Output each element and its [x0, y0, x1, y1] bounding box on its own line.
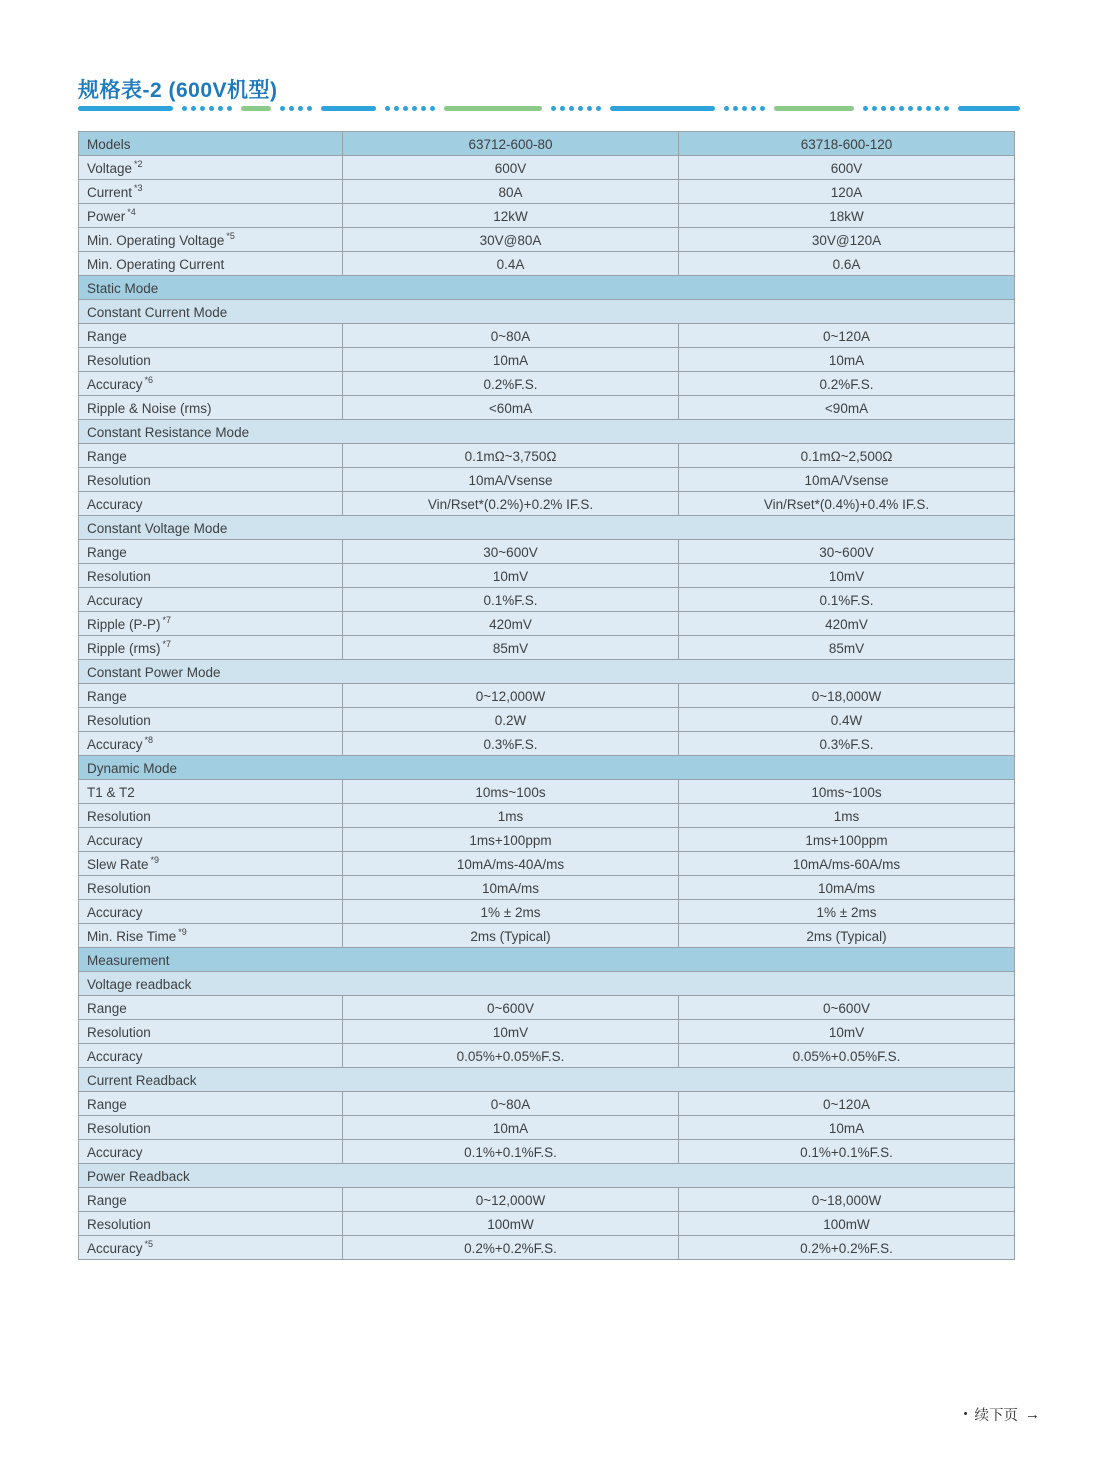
spec-row [79, 636, 1015, 660]
spec-label-cell [79, 708, 343, 732]
spec-label-cell [79, 1212, 343, 1236]
separator-dots [724, 106, 765, 111]
separator-bar [78, 106, 173, 111]
spec-label-cell [79, 564, 343, 588]
spec-value-cell: Vin/Rset*(0.4%)+0.4% IF.S. [679, 492, 1015, 516]
separator-dot [751, 106, 756, 111]
separator-dot [412, 106, 417, 111]
spec-value-cell: 10mV [343, 564, 679, 588]
separator-dot [724, 106, 729, 111]
spec-label-cell [79, 1236, 343, 1260]
spec-value-cell: 100mW [679, 1212, 1015, 1236]
spec-value-cell: <60mA [343, 396, 679, 420]
spec-value-cell: <90mA [679, 396, 1015, 420]
footer-note [964, 1404, 1040, 1425]
spec-label: Resolution [87, 568, 151, 584]
spec-value-cell: 0~18,000W [679, 684, 1015, 708]
spec-label-cell [79, 372, 343, 396]
table-header-row [79, 132, 1015, 156]
spec-row [79, 156, 1015, 180]
spec-label: Ripple & Noise (rms) [87, 400, 212, 416]
spec-label-cell [79, 852, 343, 876]
separator-dot [881, 106, 886, 111]
spec-value-cell: 30V@120A [679, 228, 1015, 252]
spec-value-cell: 1ms+100ppm [679, 828, 1015, 852]
spec-value-cell: 10mA/ms-40A/ms [343, 852, 679, 876]
spec-value-cell: 30~600V [343, 540, 679, 564]
spec-row [79, 564, 1015, 588]
spec-label-cell [79, 492, 343, 516]
section-header-row [79, 276, 1015, 300]
spec-label: Ripple (rms) [87, 640, 161, 656]
spec-label-cell [79, 156, 343, 180]
spec-value-cell: 1ms [679, 804, 1015, 828]
spec-value-cell: 2ms (Typical) [343, 924, 679, 948]
spec-value-cell: 0.2%F.S. [679, 372, 1015, 396]
page-title: 规格表-2 (600V机型) [78, 79, 278, 102]
spec-label: Voltage [87, 160, 133, 176]
spec-value-cell: 0~80A [343, 324, 679, 348]
separator-dot [587, 106, 592, 111]
spec-row [79, 372, 1015, 396]
separator-dot [596, 106, 601, 111]
spec-label: T1 & T2 [87, 784, 135, 800]
spec-value-cell: 63718-600-120 [679, 132, 1015, 156]
spec-label: Resolution [87, 472, 151, 488]
spec-value-cell: 10mV [679, 564, 1015, 588]
spec-row [79, 996, 1015, 1020]
separator-dot [385, 106, 390, 111]
spec-value-cell: 10ms~100s [679, 780, 1015, 804]
spec-label: Range [87, 544, 127, 560]
spec-label: Accuracy [87, 832, 143, 848]
spec-label-cell [79, 1116, 343, 1140]
spec-row [79, 1092, 1015, 1116]
separator-dot [307, 106, 312, 111]
separator-bar [241, 106, 271, 111]
separator-dot [421, 106, 426, 111]
spec-row [79, 900, 1015, 924]
spec-label-cell [79, 228, 343, 252]
spec-value-cell: 0~120A [679, 324, 1015, 348]
spec-label-cell [79, 684, 343, 708]
separator-dot [742, 106, 747, 111]
spec-value-cell: 10mV [343, 1020, 679, 1044]
section-title: Voltage readback [79, 972, 1015, 996]
spec-row [79, 348, 1015, 372]
section-title: Measurement [79, 948, 1015, 972]
footnote-marker: *6 [144, 375, 154, 385]
spec-label-cell [79, 468, 343, 492]
spec-value-cell: 0.3%F.S. [679, 732, 1015, 756]
separator-dot [218, 106, 223, 111]
footnote-marker: *7 [162, 615, 172, 625]
spec-row [79, 468, 1015, 492]
spec-label: Range [87, 1192, 127, 1208]
spec-value-cell: 420mV [343, 612, 679, 636]
spec-row [79, 204, 1015, 228]
separator-dot [200, 106, 205, 111]
spec-value-cell: 10mA/Vsense [679, 468, 1015, 492]
separator-dot [863, 106, 868, 111]
separator-dot [569, 106, 574, 111]
section-title: Constant Power Mode [79, 660, 1015, 684]
spec-label: Range [87, 1096, 127, 1112]
spec-value-cell: 10mA/ms-60A/ms [679, 852, 1015, 876]
spec-value-cell: 0.1%F.S. [679, 588, 1015, 612]
spec-label-cell [79, 1140, 343, 1164]
spec-label: Models [87, 136, 131, 152]
spec-value-cell: 18kW [679, 204, 1015, 228]
spec-row [79, 1116, 1015, 1140]
spec-label-cell [79, 348, 343, 372]
spec-value-cell: 0.1mΩ~3,750Ω [343, 444, 679, 468]
spec-row [79, 228, 1015, 252]
spec-label: Accuracy [87, 1048, 143, 1064]
spec-value-cell: 0~120A [679, 1092, 1015, 1116]
spec-value-cell: 1ms [343, 804, 679, 828]
spec-label-cell [79, 588, 343, 612]
separator-dot [551, 106, 556, 111]
separator-dot [578, 106, 583, 111]
spec-label: Slew Rate [87, 856, 149, 872]
spec-value-cell: Vin/Rset*(0.2%)+0.2% IF.S. [343, 492, 679, 516]
section-header-row [79, 516, 1015, 540]
spec-row [79, 252, 1015, 276]
spec-row [79, 780, 1015, 804]
section-title: Constant Resistance Mode [79, 420, 1015, 444]
separator-bar [958, 106, 1020, 111]
spec-value-cell: 85mV [679, 636, 1015, 660]
spec-label: Range [87, 688, 127, 704]
spec-value-cell: 0.2%+0.2%F.S. [343, 1236, 679, 1260]
separator-dot [944, 106, 949, 111]
footnote-marker: *9 [178, 927, 187, 937]
separator-dot [280, 106, 285, 111]
spec-value-cell: 100mW [343, 1212, 679, 1236]
separator-dot [289, 106, 294, 111]
spec-value-cell: 1ms+100ppm [343, 828, 679, 852]
spec-row [79, 876, 1015, 900]
separator-dot [394, 106, 399, 111]
spec-value-cell: 0~12,000W [343, 1188, 679, 1212]
spec-label: Min. Operating Current [87, 256, 225, 272]
spec-row [79, 1236, 1015, 1260]
spec-label: Resolution [87, 1120, 151, 1136]
spec-label: Resolution [87, 352, 151, 368]
spec-row [79, 396, 1015, 420]
spec-row [79, 612, 1015, 636]
footnote-marker: *5 [226, 231, 235, 241]
footnote-marker: *3 [134, 183, 143, 193]
spec-label-cell [79, 1092, 343, 1116]
spec-label: Accuracy [87, 1144, 143, 1160]
spec-row [79, 852, 1015, 876]
spec-label-cell [79, 804, 343, 828]
spec-value-cell: 12kW [343, 204, 679, 228]
spec-label: Accuracy [87, 904, 143, 920]
spec-label: Power [87, 208, 126, 224]
arrow-right-icon: → [1025, 1406, 1040, 1423]
spec-row [79, 708, 1015, 732]
spec-row [79, 1044, 1015, 1068]
spec-value-cell: 30~600V [679, 540, 1015, 564]
section-header-row [79, 972, 1015, 996]
spec-value-cell: 0.2%F.S. [343, 372, 679, 396]
separator-bar [610, 106, 715, 111]
spec-row [79, 180, 1015, 204]
separator-bar [444, 106, 542, 111]
spec-label: Range [87, 328, 127, 344]
spec-label-cell [79, 1188, 343, 1212]
spec-row [79, 804, 1015, 828]
spec-row [79, 684, 1015, 708]
separator-dots [863, 106, 949, 111]
separator-dot [298, 106, 303, 111]
spec-label: Current [87, 184, 133, 200]
spec-value-cell: 0.2%+0.2%F.S. [679, 1236, 1015, 1260]
spec-value-cell: 0~80A [343, 1092, 679, 1116]
spec-row [79, 324, 1015, 348]
spec-label: Resolution [87, 1024, 151, 1040]
spec-label: Accuracy [87, 1240, 143, 1256]
spec-value-cell: 10mA [679, 1116, 1015, 1140]
spec-row [79, 492, 1015, 516]
spec-label: Range [87, 1000, 127, 1016]
section-title: Constant Voltage Mode [79, 516, 1015, 540]
footnote-marker: *8 [144, 735, 154, 745]
separator-dot [872, 106, 877, 111]
section-header-row [79, 756, 1015, 780]
section-title: Dynamic Mode [79, 756, 1015, 780]
spec-row [79, 1188, 1015, 1212]
spec-label: Accuracy [87, 376, 143, 392]
separator-dot [926, 106, 931, 111]
spec-label-cell [79, 924, 343, 948]
spec-value-cell: 10mA [679, 348, 1015, 372]
separator-dot [403, 106, 408, 111]
spec-row [79, 1212, 1015, 1236]
section-header-row [79, 1068, 1015, 1092]
separator-dot [209, 106, 214, 111]
spec-value-cell: 0.6A [679, 252, 1015, 276]
spec-value-cell: 120A [679, 180, 1015, 204]
section-title: Constant Current Mode [79, 300, 1015, 324]
footnote-marker: *9 [150, 855, 160, 865]
section-title: Power Readback [79, 1164, 1015, 1188]
spec-label-cell [79, 132, 343, 156]
spec-table [78, 131, 1015, 1260]
spec-value-cell: 0.1%+0.1%F.S. [679, 1140, 1015, 1164]
section-header-row [79, 948, 1015, 972]
spec-value-cell: 0~600V [679, 996, 1015, 1020]
spec-value-cell: 80A [343, 180, 679, 204]
spec-label: Accuracy [87, 736, 143, 752]
spec-value-cell: 30V@80A [343, 228, 679, 252]
separator-dot [560, 106, 565, 111]
spec-label-cell [79, 252, 343, 276]
spec-label-cell [79, 324, 343, 348]
spec-value-cell: 600V [679, 156, 1015, 180]
spec-label: Ripple (P-P) [87, 616, 161, 632]
spec-value-cell: 0.1mΩ~2,500Ω [679, 444, 1015, 468]
spec-value-cell: 10mA [343, 1116, 679, 1140]
separator-dot [935, 106, 940, 111]
spec-value-cell: 2ms (Typical) [679, 924, 1015, 948]
separator-dots [182, 106, 232, 111]
footnote-marker: *7 [162, 639, 172, 649]
spec-value-cell: 0~12,000W [343, 684, 679, 708]
spec-label: Resolution [87, 808, 151, 824]
spec-row [79, 924, 1015, 948]
section-header-row [79, 420, 1015, 444]
spec-label-cell [79, 900, 343, 924]
section-header-row [79, 1164, 1015, 1188]
footnote-marker: *2 [134, 159, 143, 169]
spec-row [79, 1140, 1015, 1164]
spec-label-cell [79, 996, 343, 1020]
separator-dot [917, 106, 922, 111]
separator-dot [733, 106, 738, 111]
continued-next-page-label: 续下页 [974, 1408, 1018, 1424]
bullet-icon: • [963, 1408, 968, 1420]
separator-dot [760, 106, 765, 111]
section-header-row [79, 300, 1015, 324]
spec-value-cell: 10mA [343, 348, 679, 372]
spec-value-cell: 0.05%+0.05%F.S. [679, 1044, 1015, 1068]
separator-dots [551, 106, 601, 111]
spec-value-cell: 0.4W [679, 708, 1015, 732]
spec-label-cell [79, 828, 343, 852]
spec-value-cell: 1% ± 2ms [679, 900, 1015, 924]
separator-dots [385, 106, 435, 111]
spec-value-cell: 10mA/Vsense [343, 468, 679, 492]
spec-value-cell: 85mV [343, 636, 679, 660]
spec-label-cell [79, 876, 343, 900]
spec-value-cell: 420mV [679, 612, 1015, 636]
section-title: Static Mode [79, 276, 1015, 300]
spec-label-cell [79, 444, 343, 468]
spec-value-cell: 600V [343, 156, 679, 180]
separator-dot [890, 106, 895, 111]
spec-label-cell [79, 780, 343, 804]
spec-label: Min. Rise Time [87, 928, 177, 944]
spec-row [79, 1020, 1015, 1044]
spec-label-cell [79, 396, 343, 420]
spec-value-cell: 10mV [679, 1020, 1015, 1044]
spec-label: Resolution [87, 880, 151, 896]
spec-label: Accuracy [87, 496, 143, 512]
spec-value-cell: 0.2W [343, 708, 679, 732]
spec-label-cell [79, 1020, 343, 1044]
section-header-row [79, 660, 1015, 684]
decorative-separator [78, 105, 1026, 111]
spec-row [79, 588, 1015, 612]
spec-label: Resolution [87, 1216, 151, 1232]
spec-value-cell: 10mA/ms [343, 876, 679, 900]
section-title: Current Readback [79, 1068, 1015, 1092]
spec-label-cell [79, 180, 343, 204]
spec-label-cell [79, 204, 343, 228]
spec-label-cell [79, 612, 343, 636]
spec-row [79, 444, 1015, 468]
spec-value-cell: 10ms~100s [343, 780, 679, 804]
spec-label-cell [79, 636, 343, 660]
spec-label: Accuracy [87, 592, 143, 608]
separator-bar [321, 106, 376, 111]
footnote-marker: *5 [144, 1239, 154, 1249]
spec-value-cell: 0.3%F.S. [343, 732, 679, 756]
separator-dot [430, 106, 435, 111]
spec-value-cell: 0.05%+0.05%F.S. [343, 1044, 679, 1068]
spec-value-cell: 0.1%F.S. [343, 588, 679, 612]
separator-dot [182, 106, 187, 111]
spec-value-cell: 10mA/ms [679, 876, 1015, 900]
spec-label-cell [79, 1044, 343, 1068]
separator-dot [227, 106, 232, 111]
spec-label-cell [79, 732, 343, 756]
spec-label: Min. Operating Voltage [87, 232, 225, 248]
spec-value-cell: 1% ± 2ms [343, 900, 679, 924]
separator-bar [774, 106, 854, 111]
spec-value-cell: 0~600V [343, 996, 679, 1020]
spec-label: Resolution [87, 712, 151, 728]
separator-dots [280, 106, 312, 111]
spec-label: Range [87, 448, 127, 464]
separator-dot [908, 106, 913, 111]
spec-label-cell [79, 540, 343, 564]
spec-value-cell: 0~18,000W [679, 1188, 1015, 1212]
spec-row [79, 828, 1015, 852]
spec-row [79, 540, 1015, 564]
separator-dot [899, 106, 904, 111]
spec-value-cell: 0.1%+0.1%F.S. [343, 1140, 679, 1164]
separator-dot [191, 106, 196, 111]
spec-value-cell: 0.4A [343, 252, 679, 276]
footnote-marker: *4 [127, 207, 136, 217]
spec-value-cell: 63712-600-80 [343, 132, 679, 156]
spec-row [79, 732, 1015, 756]
